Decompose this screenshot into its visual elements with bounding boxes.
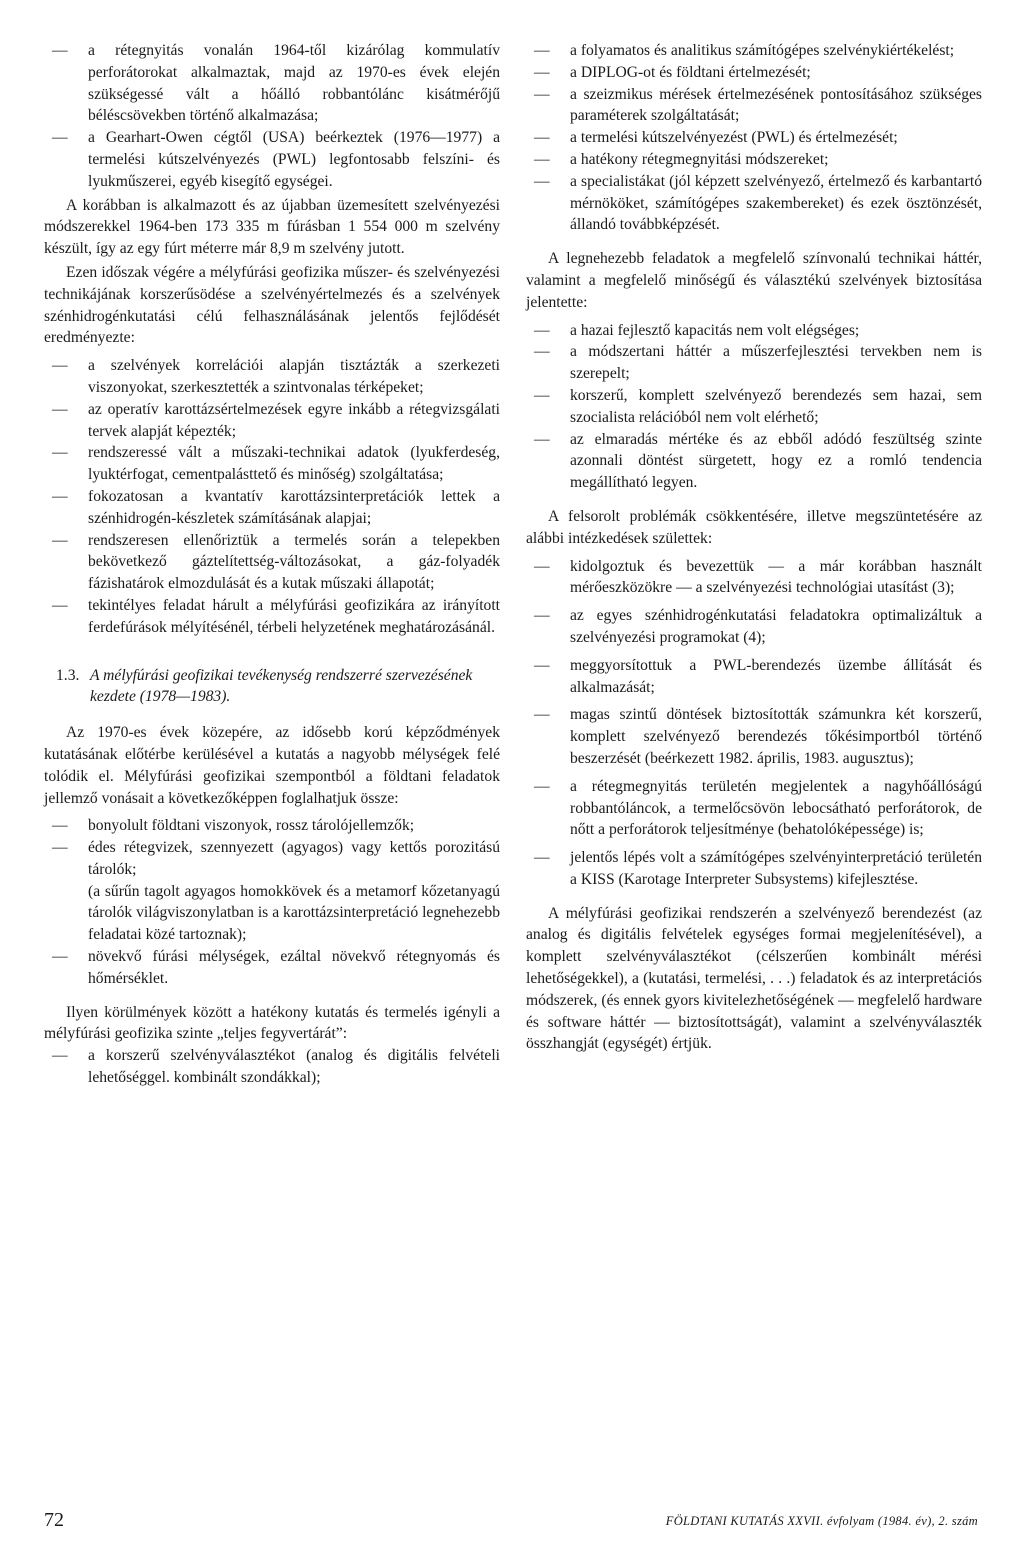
list-item: — növekvő fúrási mélységek, ezáltal növekvő rétegnyomás és hőmérséklet. xyxy=(44,946,500,990)
dash-marker: — xyxy=(52,839,68,857)
journal-reference: FÖLDTANI KUTATÁS XXVII. évfolyam (1984. év), 2. szám xyxy=(665,1514,978,1528)
dash-marker: — xyxy=(534,150,550,168)
paragraph: Ezen időszak végére a mélyfúrási geofizika műszer- és szelvényezési technikájának korszerűsödése a szelvényértelmezés és a szelvények szénhidrogénkutatási célú felhasználásának jelentős fejlődését eredményezte: xyxy=(44,263,500,347)
dash-marker: — xyxy=(52,129,68,147)
list-item: — fokozatosan a kvantatív karottázsinterpretációk lettek a szénhidrogén-készletek számításának alapjai; xyxy=(44,486,500,530)
dash-marker: — xyxy=(534,63,550,81)
paragraph: Az 1970-es évek közepére, az idősebb korú képződmények kutatásának előtérbe kerülésével a kutatás a nagyobb mélységek felé tolódik el. Mélyfúrási geofizikai szempontból a földtani feladatok jellemző vonásait a következőképpen foglalhatjuk össze: xyxy=(44,724,500,807)
list-item: — meggyorsítottuk a PWL-berendezés üzembe állítását és alkalmazását; xyxy=(526,655,982,699)
paragraph: A felsorolt problémák csökkentésére, illetve megszüntetésére az alábbi intézkedések születtek: xyxy=(526,507,982,547)
list-item: — a korszerű szelvényválasztékot (analog és digitális felvételi lehetőséggel. kombinált szondákkal); xyxy=(44,1045,500,1089)
dash-marker: — xyxy=(52,357,68,375)
paragraph: A mélyfúrási geofizikai rendszerén a szelvényező berendezést (az analog és digitális felvételek egységes formai megjelenítésével), a komplett szelvényválasztékot (célszerűen kombinált mérési lehetőségekkel), a (kutatási, termelési, . . .) feladatok és az interpretációs módszerek, (és ennek gyors kivitelezhetőségének — megfelelő hardware és software háttér — biztosítottságát), valamint a szelvényválaszték összhangját (egységét) értjük. xyxy=(526,904,982,1053)
list-item: — a hatékony rétegmegnyitási módszereket; xyxy=(526,149,982,171)
list-item: — a termelési kútszelvényezést (PWL) és értelmezését; xyxy=(526,127,982,149)
list-item: — édes rétegvizek, szennyezett (agyagos) vagy kettős porozitású tárolók; xyxy=(44,837,500,881)
dash-marker: — xyxy=(52,400,68,418)
list-item: — jelentős lépés volt a számítógépes szelvényinterpretáció területén a KISS (Karotage Interpreter Subsystems) kifejlesztése. xyxy=(526,847,982,891)
dash-marker: — xyxy=(52,817,68,835)
dash-marker: — xyxy=(534,386,550,404)
right-column xyxy=(526,40,982,1055)
list-item: — az egyes szénhidrogénkutatási feladatokra optimalizáltuk a szelvényezési programokat (4); xyxy=(526,605,982,649)
dash-marker: — xyxy=(52,1047,68,1065)
dash-marker: — xyxy=(534,656,550,674)
section-title: A mélyfúrási geofizikai tevékenység rendszerré szervezésének kezdete (1978—1983). xyxy=(90,666,473,706)
dash-marker: — xyxy=(534,172,550,190)
left-column xyxy=(44,40,500,1089)
paragraph: Ilyen körülmények között a hatékony kutatás és termelés igényli a mélyfúrási geofizika szinte „teljes fegyvertárát”: xyxy=(44,1003,500,1043)
list-item: — rendszeresen ellenőriztük a termelés során a telepekben bekövetkező gáztelítettség-változásokat, a gáz-folyadék fázishatárok elmozdulását és a kutak műszaki állapotát; xyxy=(44,530,500,595)
dash-marker: — xyxy=(534,430,550,448)
dash-marker: — xyxy=(534,321,550,339)
dash-marker: — xyxy=(534,85,550,103)
dash-marker: — xyxy=(52,487,68,505)
dash-marker: — xyxy=(52,596,68,614)
list-item: — a rétegnyitás vonalán 1964-től kizárólag kommulatív perforátorokat alkalmaztak, majd az 1970-es évek elején szükségessé vált a hőálló robbantólánc kisátmérőjű béléscsövekben történő alkalmazása; xyxy=(44,40,500,127)
dash-marker: — xyxy=(52,444,68,462)
list-item: — a hazai fejlesztő kapacitás nem volt elégséges; xyxy=(526,320,982,342)
dash-marker: — xyxy=(52,42,68,59)
list-subnote: (a sűrűn tagolt agyagos homokkövek és a metamorf kőzetanyagú tárolók világviszonylatban is a karottázsinterpretáció legnehezebb feladatai közé tartoznak); xyxy=(88,882,500,944)
list-item: — az elmaradás mértéke és az ebből adódó feszültség szinte azonnali döntést sürgetett, hogy ez a romló tendencia megállítható legyen. xyxy=(526,429,982,494)
section-heading xyxy=(44,665,500,709)
list-item: — kidolgoztuk és bevezettük — a már korábban használt mérőeszközökre — a szelvényezési technológiai utasítást (3); xyxy=(526,556,982,600)
list-item: — az operatív karottázsértelmezések egyre inkább a rétegvizsgálati tervek alapját képezték; xyxy=(44,399,500,443)
dash-marker: — xyxy=(52,531,68,549)
dash-marker: — xyxy=(534,42,550,59)
paragraph: A legnehezebb feladatok a megfelelő színvonalú technikai háttér, valamint a megfelelő minőségű és választékú szelvények biztosítása jelentette: xyxy=(526,250,982,311)
list-item: — bonyolult földtani viszonyok, rossz tárolójellemzők; xyxy=(44,815,500,837)
list-item: — a DIPLOG-ot és földtani értelmezését; xyxy=(526,62,982,84)
dash-marker: — xyxy=(534,557,550,575)
paragraph: A korábban is alkalmazott és az újabban üzemesített szelvényezési módszerekkel 1964-ben 173 335 m fúrásban 1 554 000 m szelvény készült, így az egy fúrt méterre már 8,9 m szelvény jutott. xyxy=(44,196,500,258)
list-item: — a szeizmikus mérések értelmezésének pontosításához szükséges paraméterek szolgáltatását; xyxy=(526,84,982,128)
dash-marker: — xyxy=(534,777,550,795)
page-number: 72 xyxy=(44,1509,64,1531)
page-footer xyxy=(0,1508,1024,1538)
list-item: — a folyamatos és analitikus számítógépes szelvénykiértékelést; xyxy=(526,40,982,62)
list-item: — magas szintű döntések biztosították számunkra két korszerű, komplett szelvényező berendezés tőkésimportból történő beszerzését (beérkezett 1982. április, 1983. augusztus); xyxy=(526,704,982,769)
list-item: — rendszeressé vált a műszaki-technikai adatok (lyukferdeség, lyuktérfogat, cementpalásttető és minőség) szolgáltatása; xyxy=(44,442,500,486)
dash-marker: — xyxy=(534,849,550,867)
list-item: — a specialistákat (jól képzett szelvényező, értelmező és karbantartó mérnököket, számítógépes szakembereket) és ezek ösztönzését, állandó továbbképzését. xyxy=(526,171,982,236)
list-item: — tekintélyes feladat hárult a mélyfúrási geofizikára az irányított ferdefúrások mélyítésénél, térbeli helyzetének meghatározásánál. xyxy=(44,595,500,639)
dash-marker: — xyxy=(52,948,68,966)
list-item: — korszerű, komplett szelvényező berendezés sem hazai, sem szocialista relációból nem volt elérhető; xyxy=(526,385,982,429)
dash-marker: — xyxy=(534,706,550,724)
dash-marker: — xyxy=(534,129,550,147)
list-item: — a módszertani háttér a műszerfejlesztési tervekben nem is szerepelt; xyxy=(526,341,982,385)
list-item: — a rétegmegnyitás területén megjelentek a nagyhőállóságú robbantóláncok, a termelőcsövön lebocsátható perforátorok, de nőtt a perforátorok teljesítménye (behatolóképessége) is; xyxy=(526,776,982,841)
dash-marker: — xyxy=(534,343,550,361)
list-item: — a Gearhart-Owen cégtől (USA) beérkeztek (1976—1977) a termelési kútszelvényezés (PWL) legfontosabb felszíni- és lyukműszerei, egyéb kisegítő egységei. xyxy=(44,127,500,192)
section-number: 1.3. xyxy=(56,666,80,684)
list-item: — a szelvények korrelációi alapján tisztázták a szerkezeti viszonyokat, szerkesztették a szintvonalas térképeket; xyxy=(44,355,500,399)
dash-marker: — xyxy=(534,607,550,625)
